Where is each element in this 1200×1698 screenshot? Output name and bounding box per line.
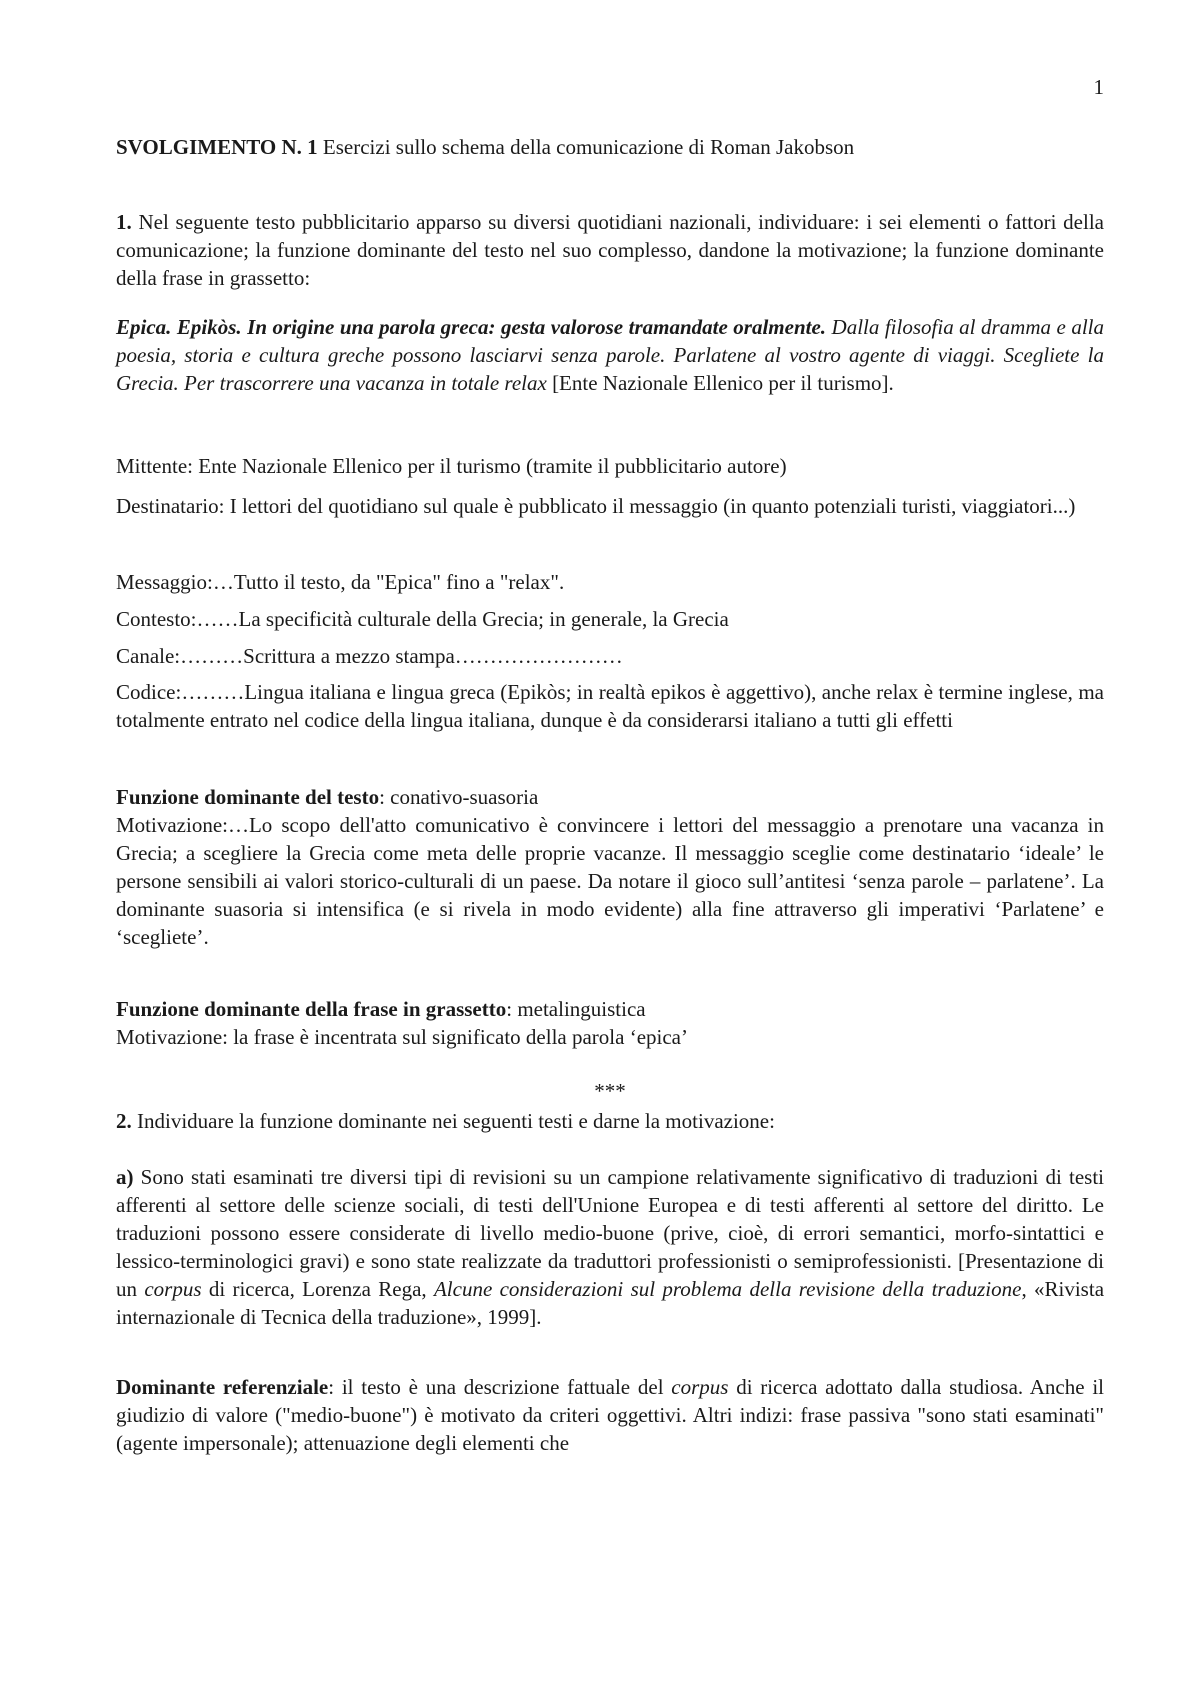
- funzione-frase-value: : metalinguistica: [506, 997, 646, 1021]
- funzione-testo-label: Funzione dominante del testo: [116, 785, 380, 809]
- exercise-2a-label: a): [116, 1165, 134, 1189]
- exercise-1-prompt: [116, 208, 1104, 292]
- funzione-testo-motivazione: Motivazione:…Lo scopo dell'atto comunicativo è convincere i lettori del messaggio a prenotare una vacanza in Grecia; a scegliere la Grecia come meta delle proprie vacanze. Il messaggio sceglie come destinatario ‘ideale’ le persone sensibili ai valori storico-culturali di un paese. Da notare il gioco sull’antitesi ‘senza parole – parlatene’. La dominante suasoria si intensifica (e si rivela in modo evidente) alla fine attraverso gli imperativi ‘Parlatene’ e ‘scegliete’.: [116, 813, 1104, 949]
- exercise-2a-text: [116, 1163, 1104, 1331]
- title-rest: Esercizi sullo schema della comunicazione di Roman Jakobson: [317, 135, 855, 159]
- exercise-2-prompt-text: Individuare la funzione dominante nei seguenti testi e darne la motivazione:: [131, 1109, 775, 1133]
- ad-italic-text: Dalla filosofia al dramma e alla poesia, storia e cultura greche possono lasciarvi senza parole. Parlatene al vostro agente di viaggi. Scegliete la Grecia. Per trascorrere una vacanza in totale relax: [116, 315, 1104, 395]
- section-separator: ***: [594, 1079, 626, 1103]
- funzione-frase-label: Funzione dominante della frase in grassetto: [116, 997, 507, 1021]
- messaggio-line: Messaggio:…Tutto il testo, da "Epica" fino a "relax".: [116, 570, 565, 594]
- ad-bold-phrase: Epica. Epikòs. In origine una parola greca: gesta valorose tramandate oralmente.: [116, 315, 827, 339]
- mittente-line: Mittente: Ente Nazionale Ellenico per il turismo (tramite il pubblicitario autore): [116, 454, 787, 478]
- article-title: Alcune considerazioni sul problema della revisione della traduzione: [433, 1277, 1022, 1301]
- funzione-testo-heading: [116, 783, 1104, 811]
- dominante-label: Dominante referenziale: [116, 1375, 329, 1399]
- page-title: [116, 133, 1104, 161]
- dominante-text-1: : il testo è una descrizione fattuale del: [328, 1375, 672, 1399]
- dominante-corpus-term: corpus: [671, 1375, 729, 1399]
- dominante-referenziale: [116, 1373, 1104, 1457]
- codice-line: Codice:………Lingua italiana e lingua greca (Epikòs; in realtà epikos è aggettivo), anche relax è termine inglese, ma totalmente entrato nel codice della lingua italiana, dunque è da considerarsi italiano a tutti gli effetti: [116, 680, 1104, 732]
- funzione-testo-value: : conativo-suasoria: [379, 785, 539, 809]
- exercise-2a-source: , «Rivista internazionale di Tecnica della traduzione», 1999].: [116, 1277, 1105, 1329]
- exercise-2a-author: di ricerca, Lorenza Rega,: [201, 1277, 434, 1301]
- page-number: 1: [1093, 75, 1104, 99]
- exercise-2-number: 2.: [116, 1109, 132, 1133]
- advertisement-text: [116, 313, 1104, 397]
- exercise-2-prompt: [116, 1107, 1104, 1135]
- destinatario-line: Destinatario: I lettori del quotidiano sul quale è pubblicato il messaggio (in quanto potenziali turisti, viaggiatori...): [116, 494, 1076, 518]
- funzione-frase-heading: [116, 995, 1104, 1023]
- exercise-1-prompt-text: Nel seguente testo pubblicitario apparso su diversi quotidiani nazionali, individuare: i sei elementi o fattori della comunicazione; la funzione dominante del testo nel suo complesso, dandone la motivazione; la funzione dominante della frase in grassetto:: [116, 210, 1104, 290]
- title-bold: SVOLGIMENTO N. 1: [116, 135, 318, 159]
- corpus-term: corpus: [144, 1277, 202, 1301]
- canale-line: Canale:………Scrittura a mezzo stampa……………………: [116, 644, 623, 668]
- exercise-2a-body: Sono stati esaminati tre diversi tipi di revisioni su un campione relativamente significativo di traduzioni di testi afferenti al settore delle scienze sociali, di testi dell'Unione Europea e di testi afferenti al settore del diritto. Le traduzioni possono essere considerate di livello medio-buone (prive, cioè, di errori semantici, morfo-sintattici e lessico-terminologici gravi) e sono state realizzate da traduttori professionisti o semiprofessionisti. [Presentazione di un: [116, 1165, 1104, 1301]
- contesto-line: Contesto:……La specificità culturale della Grecia; in generale, la Grecia: [116, 607, 729, 631]
- exercise-1-number: 1.: [116, 210, 132, 234]
- dominante-text-2: di ricerca adottato dalla studiosa. Anche il giudizio di valore ("medio-buone") è motivato da criteri oggettivi. Altri indizi: frase passiva "sono stati esaminati" (agente impersonale); attenuazione degli elementi che: [116, 1375, 1104, 1455]
- ad-source: [Ente Nazionale Ellenico per il turismo].: [546, 371, 894, 395]
- funzione-frase-motivazione: Motivazione: la frase è incentrata sul significato della parola ‘epica’: [116, 1025, 688, 1049]
